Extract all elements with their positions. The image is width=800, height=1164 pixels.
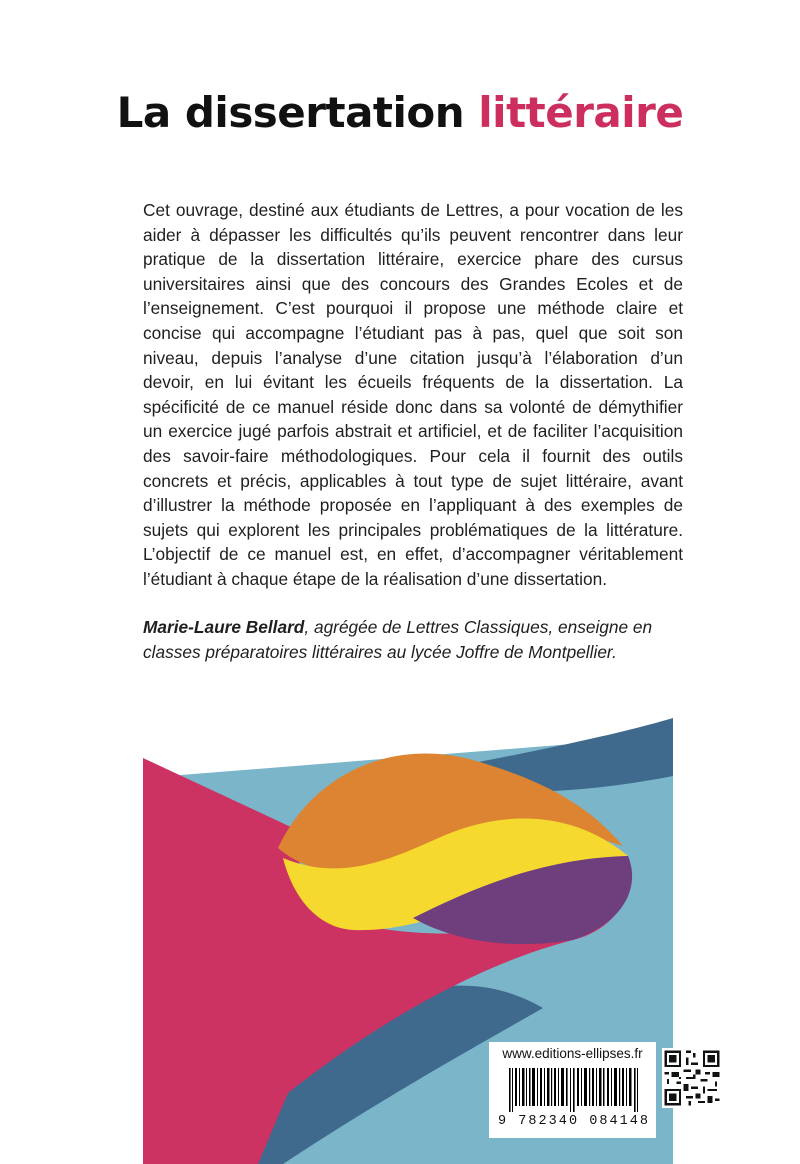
qr-code-icon[interactable] <box>662 1048 722 1108</box>
author-name: Marie-Laure Bellard <box>143 617 305 637</box>
title-part-accent: littéraire <box>478 88 684 137</box>
isbn-number: 9 782340 084148 <box>498 1114 648 1126</box>
author-description: , agrégée de Lettres Classiques, enseigne en classes préparatoires littéraires au lycée Joffre de Montpellier. <box>143 617 653 662</box>
publisher-website[interactable]: www.editions-ellipses.fr <box>502 1046 643 1061</box>
book-description: Cet ouvrage, destiné aux étudiants de Lettres, a pour vocation de les aider à dépasser les difficultés qu’ils peuvent rencontrer dans leur pratique de la dissertation littéraire, exercice phare des cursus universitaires ainsi que des concours des Grandes Ecoles et de l’enseignement. C’est pourquoi il propose une méthode claire et concise qui accompagne l’étudiant pas à pas, quel que soit son niveau, depuis l’analyse d’une citation jusqu’à l’élaboration d’un devoir, en lui évitant les écueils fréquents de la dissertation. La spécificité de ce manuel réside donc dans sa volonté de démythifier un exercice jugé parfois abstrait et artificiel, et de faciliter l’acquisition des savoir-faire méthodologiques. Pour cela il fournit des outils concrets et précis, applicables à tout type de sujet littéraire, avant d’illustrer la méthode proposée en l’appliquant à des exemples de sujets qui explorent les principales problématiques de la littérature. L’objectif de ce manuel est, en effet, d’accompagner véritablement l’étudiant à chaque étape de la réalisation d’une dissertation. <box>143 200 683 589</box>
title-part-main: La dissertation <box>116 88 479 137</box>
author-bio <box>143 615 683 664</box>
barcode-icon <box>495 1068 651 1126</box>
book-title <box>0 88 800 137</box>
isbn-box <box>489 1042 656 1138</box>
